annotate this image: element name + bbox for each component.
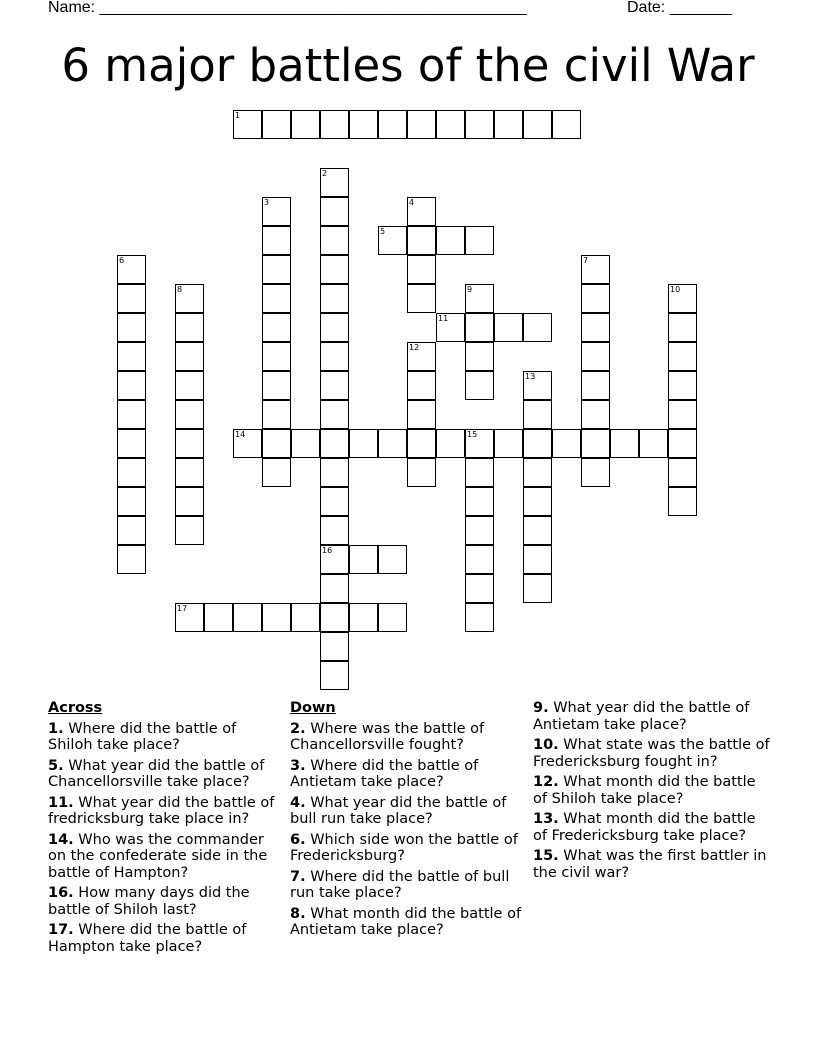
crossword-cell[interactable] bbox=[262, 603, 291, 632]
crossword-cell[interactable] bbox=[436, 313, 465, 342]
crossword-cell[interactable] bbox=[407, 255, 436, 284]
crossword-cell[interactable] bbox=[581, 458, 610, 487]
crossword-cell[interactable] bbox=[262, 255, 291, 284]
crossword-cell[interactable] bbox=[465, 371, 494, 400]
crossword-cell[interactable] bbox=[320, 255, 349, 284]
clue-number-2: 2 bbox=[322, 169, 328, 178]
crossword-cell[interactable] bbox=[407, 342, 436, 371]
crossword-cell[interactable] bbox=[349, 429, 378, 458]
crossword-cell[interactable] bbox=[465, 226, 494, 255]
crossword-cell[interactable] bbox=[436, 110, 465, 139]
crossword-cell[interactable] bbox=[581, 342, 610, 371]
crossword-cell[interactable] bbox=[175, 429, 204, 458]
crossword-cell[interactable] bbox=[407, 110, 436, 139]
crossword-cell[interactable] bbox=[320, 661, 349, 690]
crossword-cell[interactable] bbox=[320, 371, 349, 400]
clue-number-3: 3 bbox=[264, 198, 270, 207]
crossword-cell[interactable] bbox=[320, 574, 349, 603]
clue-down-4: 4. What year did the battle of bull run take place? bbox=[290, 794, 507, 827]
clue-number-10: 10 bbox=[670, 285, 681, 294]
crossword-cell[interactable] bbox=[233, 603, 262, 632]
crossword-cell[interactable] bbox=[262, 400, 291, 429]
crossword-cell[interactable] bbox=[465, 429, 494, 458]
crossword-cell[interactable] bbox=[175, 313, 204, 342]
crossword-cell[interactable] bbox=[320, 516, 349, 545]
crossword-cell[interactable] bbox=[320, 545, 349, 574]
clue-down-8: 8. What month did the battle of Antietam take place? bbox=[290, 905, 522, 938]
crossword-cell[interactable] bbox=[668, 487, 697, 516]
crossword-cell[interactable] bbox=[175, 400, 204, 429]
crossword-cell[interactable] bbox=[465, 313, 494, 342]
crossword-cell[interactable] bbox=[175, 516, 204, 545]
crossword-cell[interactable] bbox=[668, 458, 697, 487]
clue-down-2: 2. Where was the battle of Chancellorsville fought? bbox=[290, 720, 485, 753]
crossword-cell[interactable] bbox=[639, 429, 668, 458]
crossword-cell[interactable] bbox=[668, 313, 697, 342]
crossword-cell[interactable] bbox=[378, 429, 407, 458]
crossword-cell[interactable] bbox=[320, 168, 349, 197]
crossword-cell[interactable] bbox=[465, 516, 494, 545]
crossword-cell[interactable] bbox=[465, 110, 494, 139]
crossword-cell[interactable] bbox=[262, 110, 291, 139]
crossword-cell[interactable] bbox=[407, 284, 436, 313]
clue-down-7: 7. Where did the battle of bull run take place? bbox=[290, 868, 510, 901]
crossword-cell[interactable] bbox=[523, 429, 552, 458]
clue-number-15: 15 bbox=[467, 430, 478, 439]
clue-number-1: 1 bbox=[235, 111, 241, 120]
crossword-cell[interactable] bbox=[291, 429, 320, 458]
clue-across-14: 14. Who was the commander on the confederate side in the battle of Hampton? bbox=[48, 831, 268, 881]
crossword-cell[interactable] bbox=[465, 574, 494, 603]
crossword-cell[interactable] bbox=[320, 197, 349, 226]
crossword-cell[interactable] bbox=[407, 226, 436, 255]
crossword-cell[interactable] bbox=[262, 284, 291, 313]
clue-down-12: 12. What month did the battle of Shiloh take place? bbox=[533, 774, 756, 807]
crossword-cell[interactable] bbox=[407, 458, 436, 487]
clue-number-13: 13 bbox=[525, 372, 536, 381]
crossword-cell[interactable] bbox=[552, 110, 581, 139]
clue-number-14: 14 bbox=[235, 430, 246, 439]
crossword-cell[interactable] bbox=[610, 429, 639, 458]
clue-number-17: 17 bbox=[177, 604, 188, 613]
crossword-cell[interactable] bbox=[407, 400, 436, 429]
crossword-cell[interactable] bbox=[436, 226, 465, 255]
crossword-cell[interactable] bbox=[320, 284, 349, 313]
clue-across-5: 5. What year did the battle of Chancellorsville take place? bbox=[48, 757, 265, 790]
across-heading: Across bbox=[48, 700, 103, 716]
crossword-cell[interactable] bbox=[349, 545, 378, 574]
crossword-cell[interactable] bbox=[581, 284, 610, 313]
crossword-cell[interactable] bbox=[117, 255, 146, 284]
crossword-cell[interactable] bbox=[465, 458, 494, 487]
crossword-cell[interactable] bbox=[465, 487, 494, 516]
crossword-cell[interactable] bbox=[523, 545, 552, 574]
crossword-cell[interactable] bbox=[175, 458, 204, 487]
crossword-cell[interactable] bbox=[262, 342, 291, 371]
crossword-cell[interactable] bbox=[320, 429, 349, 458]
crossword-cell[interactable] bbox=[117, 342, 146, 371]
crossword-cell[interactable] bbox=[378, 603, 407, 632]
date-field-label: Date: _______ bbox=[627, 0, 732, 16]
crossword-cell[interactable] bbox=[494, 313, 523, 342]
crossword-cell[interactable] bbox=[233, 110, 262, 139]
across-clues bbox=[48, 700, 283, 959]
crossword-cell[interactable] bbox=[523, 110, 552, 139]
crossword-cell[interactable] bbox=[262, 226, 291, 255]
clue-across-17: 17. Where did the battle of Hampton take place? bbox=[48, 922, 247, 955]
crossword-cell[interactable] bbox=[320, 313, 349, 342]
crossword-cell[interactable] bbox=[349, 603, 378, 632]
clue-number-11: 11 bbox=[438, 314, 449, 323]
crossword-cell[interactable] bbox=[262, 429, 291, 458]
crossword-cell[interactable] bbox=[523, 313, 552, 342]
crossword-cell[interactable] bbox=[668, 429, 697, 458]
down-clues bbox=[290, 700, 525, 943]
crossword-cell[interactable] bbox=[407, 429, 436, 458]
crossword-cell[interactable] bbox=[581, 429, 610, 458]
crossword-cell[interactable] bbox=[436, 429, 465, 458]
crossword-cell[interactable] bbox=[552, 429, 581, 458]
clue-number-8: 8 bbox=[177, 285, 183, 294]
crossword-cell[interactable] bbox=[581, 313, 610, 342]
crossword-cell[interactable] bbox=[175, 487, 204, 516]
crossword-cell[interactable] bbox=[320, 632, 349, 661]
crossword-cell[interactable] bbox=[581, 371, 610, 400]
crossword-cell[interactable] bbox=[465, 284, 494, 313]
clue-down-3: 3. Where did the battle of Antietam take place? bbox=[290, 757, 479, 790]
crossword-cell[interactable] bbox=[117, 545, 146, 574]
crossword-cell[interactable] bbox=[581, 255, 610, 284]
down-clues-continued bbox=[533, 700, 773, 885]
clue-number-7: 7 bbox=[583, 256, 589, 265]
crossword-cell[interactable] bbox=[668, 400, 697, 429]
down-heading: Down bbox=[290, 700, 336, 716]
clue-number-12: 12 bbox=[409, 343, 420, 352]
clue-down-10: 10. What state was the battle of Fredericksburg fought in? bbox=[533, 737, 770, 770]
clue-across-11: 11. What year did the battle of fredricksburg take place in? bbox=[48, 794, 275, 827]
crossword-cell[interactable] bbox=[291, 110, 320, 139]
clue-down-9: 9. What year did the battle of Antietam take place? bbox=[533, 700, 750, 733]
crossword-cell[interactable] bbox=[117, 429, 146, 458]
crossword-cell[interactable] bbox=[523, 371, 552, 400]
crossword-cell[interactable] bbox=[668, 342, 697, 371]
crossword-cell[interactable] bbox=[320, 342, 349, 371]
crossword-cell[interactable] bbox=[523, 487, 552, 516]
crossword-cell[interactable] bbox=[291, 603, 320, 632]
crossword-cell[interactable] bbox=[262, 197, 291, 226]
crossword-cell[interactable] bbox=[523, 458, 552, 487]
crossword-cell[interactable] bbox=[117, 516, 146, 545]
clue-number-16: 16 bbox=[322, 546, 333, 555]
crossword-cell[interactable] bbox=[117, 371, 146, 400]
crossword-cell[interactable] bbox=[320, 226, 349, 255]
crossword-cell[interactable] bbox=[378, 110, 407, 139]
crossword-cell[interactable] bbox=[668, 371, 697, 400]
crossword-cell[interactable] bbox=[117, 400, 146, 429]
clue-down-13: 13. What month did the battle of Fredericksburg take place? bbox=[533, 811, 756, 844]
crossword-cell[interactable] bbox=[262, 458, 291, 487]
crossword-cell[interactable] bbox=[262, 371, 291, 400]
name-field-label: Name: ________________________________________________ bbox=[48, 0, 527, 16]
crossword-cell[interactable] bbox=[523, 400, 552, 429]
clue-down-6: 6. Which side won the battle of Fredericksburg? bbox=[290, 831, 518, 864]
crossword-cell[interactable] bbox=[378, 226, 407, 255]
clue-across-16: 16. How many days did the battle of Shiloh last? bbox=[48, 885, 250, 918]
crossword-cell[interactable] bbox=[523, 574, 552, 603]
crossword-cell[interactable] bbox=[581, 400, 610, 429]
clue-number-9: 9 bbox=[467, 285, 473, 294]
crossword-cell[interactable] bbox=[668, 284, 697, 313]
crossword-cell[interactable] bbox=[320, 110, 349, 139]
crossword-cell[interactable] bbox=[465, 342, 494, 371]
crossword-cell[interactable] bbox=[523, 516, 552, 545]
clue-number-6: 6 bbox=[119, 256, 125, 265]
crossword-cell[interactable] bbox=[117, 487, 146, 516]
crossword-cell[interactable] bbox=[262, 313, 291, 342]
crossword-cell[interactable] bbox=[175, 371, 204, 400]
crossword-cell[interactable] bbox=[494, 110, 523, 139]
clue-number-4: 4 bbox=[409, 198, 415, 207]
crossword-cell[interactable] bbox=[175, 284, 204, 313]
crossword-cell[interactable] bbox=[465, 545, 494, 574]
crossword-cell[interactable] bbox=[204, 603, 233, 632]
crossword-cell[interactable] bbox=[349, 110, 378, 139]
crossword-cell[interactable] bbox=[117, 284, 146, 313]
crossword-cell[interactable] bbox=[378, 545, 407, 574]
crossword-cell[interactable] bbox=[407, 197, 436, 226]
crossword-cell[interactable] bbox=[320, 458, 349, 487]
crossword-cell[interactable] bbox=[465, 603, 494, 632]
crossword-cell[interactable] bbox=[320, 487, 349, 516]
crossword-cell[interactable] bbox=[233, 429, 262, 458]
crossword-cell[interactable] bbox=[117, 313, 146, 342]
crossword-cell[interactable] bbox=[175, 603, 204, 632]
crossword-cell[interactable] bbox=[320, 603, 349, 632]
clue-down-15: 15. What was the first battler in the civil war? bbox=[533, 848, 767, 881]
crossword-cell[interactable] bbox=[494, 429, 523, 458]
clue-number-5: 5 bbox=[380, 227, 386, 236]
crossword-cell[interactable] bbox=[320, 400, 349, 429]
crossword-cell[interactable] bbox=[175, 342, 204, 371]
clue-across-1: 1. Where did the battle of Shiloh take place? bbox=[48, 720, 237, 753]
page-title: 6 major battles of the civil War bbox=[61, 39, 755, 92]
crossword-cell[interactable] bbox=[407, 371, 436, 400]
crossword-cell[interactable] bbox=[117, 458, 146, 487]
